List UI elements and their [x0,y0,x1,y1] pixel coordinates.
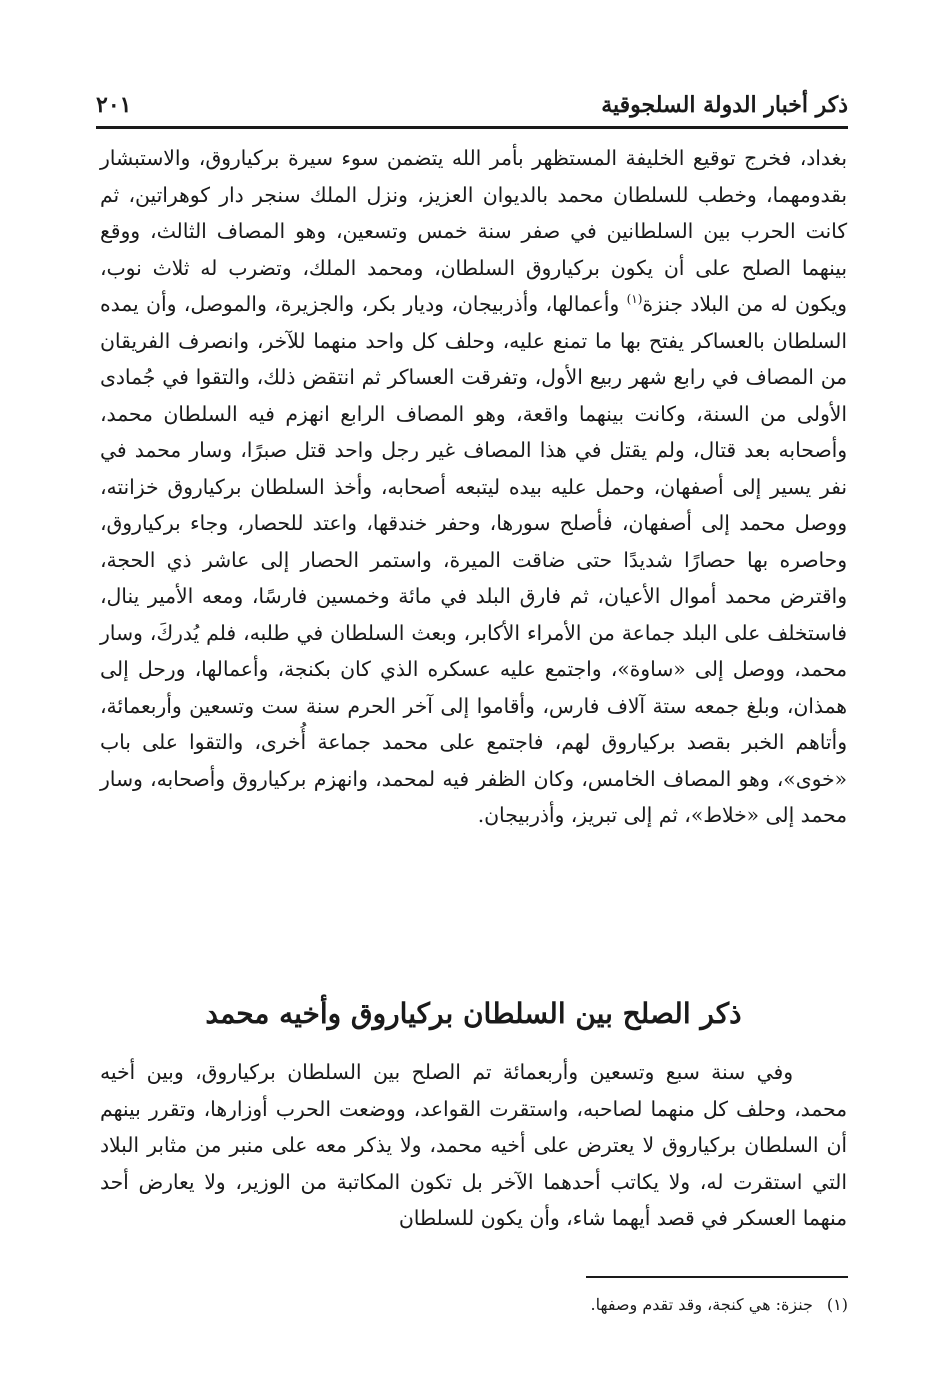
page-number: ٢٠١ [96,92,132,118]
section-heading: ذكر الصلح بين السلطان بركياروق وأخيه محمد [205,997,742,1030]
running-header [96,84,848,129]
footnote-rule [586,1276,848,1278]
body-text-part2: وأعمالها، وأذربيجان، وديار بكر، والجزيرة، والموصل، وأن يمده السلطان بالعساكر يفتح بها ما تمنع عليه، وحلف كل واحد منهما للآخر، وانصرف الفريقان من المصاف في رابع شهر ربيع الأول، وتفرقت العساكر ثم انتقض ذلك، والتقوا في جُمادى الأولى من السنة، وكانت بينهما واقعة، وهو المصاف الرابع انهزم فيه السلطان محمد، وأصحابه بعد قتال، ولم يقتل في هذا المصاف غير رجل واحد قتل صبرًا، وسار محمد في نفر يسير إلى أصفهان، وحمل عليه بيده ليتبعه أصحابه، وأخذ السلطان بركياروق خزانته، ووصل محمد إلى أصفهان، فأصلح سورها، وحفر خندقها، واعتد للحصار، وجاء بركياروق، وحاصره بها حصارًا شديدًا حتى ضاقت الميرة، واستمر الحصار إلى عاشر ذي الحجة، واقترض محمد أموال الأعيان، ثم فارق البلد في مائة وخمسين فارسًا، ومعه الأمير ينال، فاستخلف على البلد جماعة من الأمراء الأكابر، وبعث السلطان في طلبه، فلم يُدركَ، وسار محمد، ووصل إلى «ساوة»، واجتمع عليه عسكره الذي كان بكنجة، وأعمالها، ورحل إلى همذان، وبلغ جمعه ستة آلاف فارس، وأقاموا إلى آخر الحرم سنة ست وتسعين وأربعمائة، وأتاهم الخبر بقصد بركياروق لهم، فاجتمع على محمد جماعة أُخرى، والتقوا على باب «خوى»، وهو المصاف الخامس، وكان الظفر فيه لمحمد، وانهزم بركياروق وأصحابه، وسار محمد إلى «خلاط»، ثم إلى تبريز، وأذربيجان. [100,292,847,827]
footnote-reference: (١) [626,292,643,307]
body-paragraph [100,140,847,834]
body-text [100,140,847,834]
section-paragraph: وفي سنة سبع وتسعين وأربعمائة تم الصلح بين السلطان بركياروق، وبين أخيه محمد، وحلف كل منهما لصاحبه، واستقرت القواعد، ووضعت الحرب أوزارها، وتقرر بينهم أن السلطان بركياروق لا يعترض على أخيه محمد، ولا يذكر معه على منبر من مثابر البلاد التي استقرت له، ولا يكاتب أحدهما الآخر بل تكون المكاتبة من الوزير، ولا يعارض أحد منهما العسكر في قصد أيهما شاء، وأن يكون للسلطان [100,1060,847,1230]
body-text-part1: بغداد، فخرج توقيع الخليفة المستظهر بأمر الله يتضمن سوء سيرة بركياروق، والاستبشار بقدومهما، وخطب للسلطان محمد بالديوان العزيز، ونزل الملك سنجر دار كوهراتين، ثم كانت الحرب بين السلطانين في صفر سنة خمس وتسعين، وهو المصاف الثالث، ووقع بينهما الصلح على أن يكون بركياروق السلطان، ومحمد الملك، وتضرب له ثلاث نوب، ويكون له من البلاد جنزة [100,146,847,316]
running-title: ذكر أخبار الدولة السلجوقية [601,92,848,118]
footnote [248,1291,848,1319]
footnote-marker: (١) [826,1295,848,1314]
section-text [100,1054,847,1237]
footnote-text: جنزة: هي كنجة، وقد تقدم وصفها. [590,1295,813,1314]
